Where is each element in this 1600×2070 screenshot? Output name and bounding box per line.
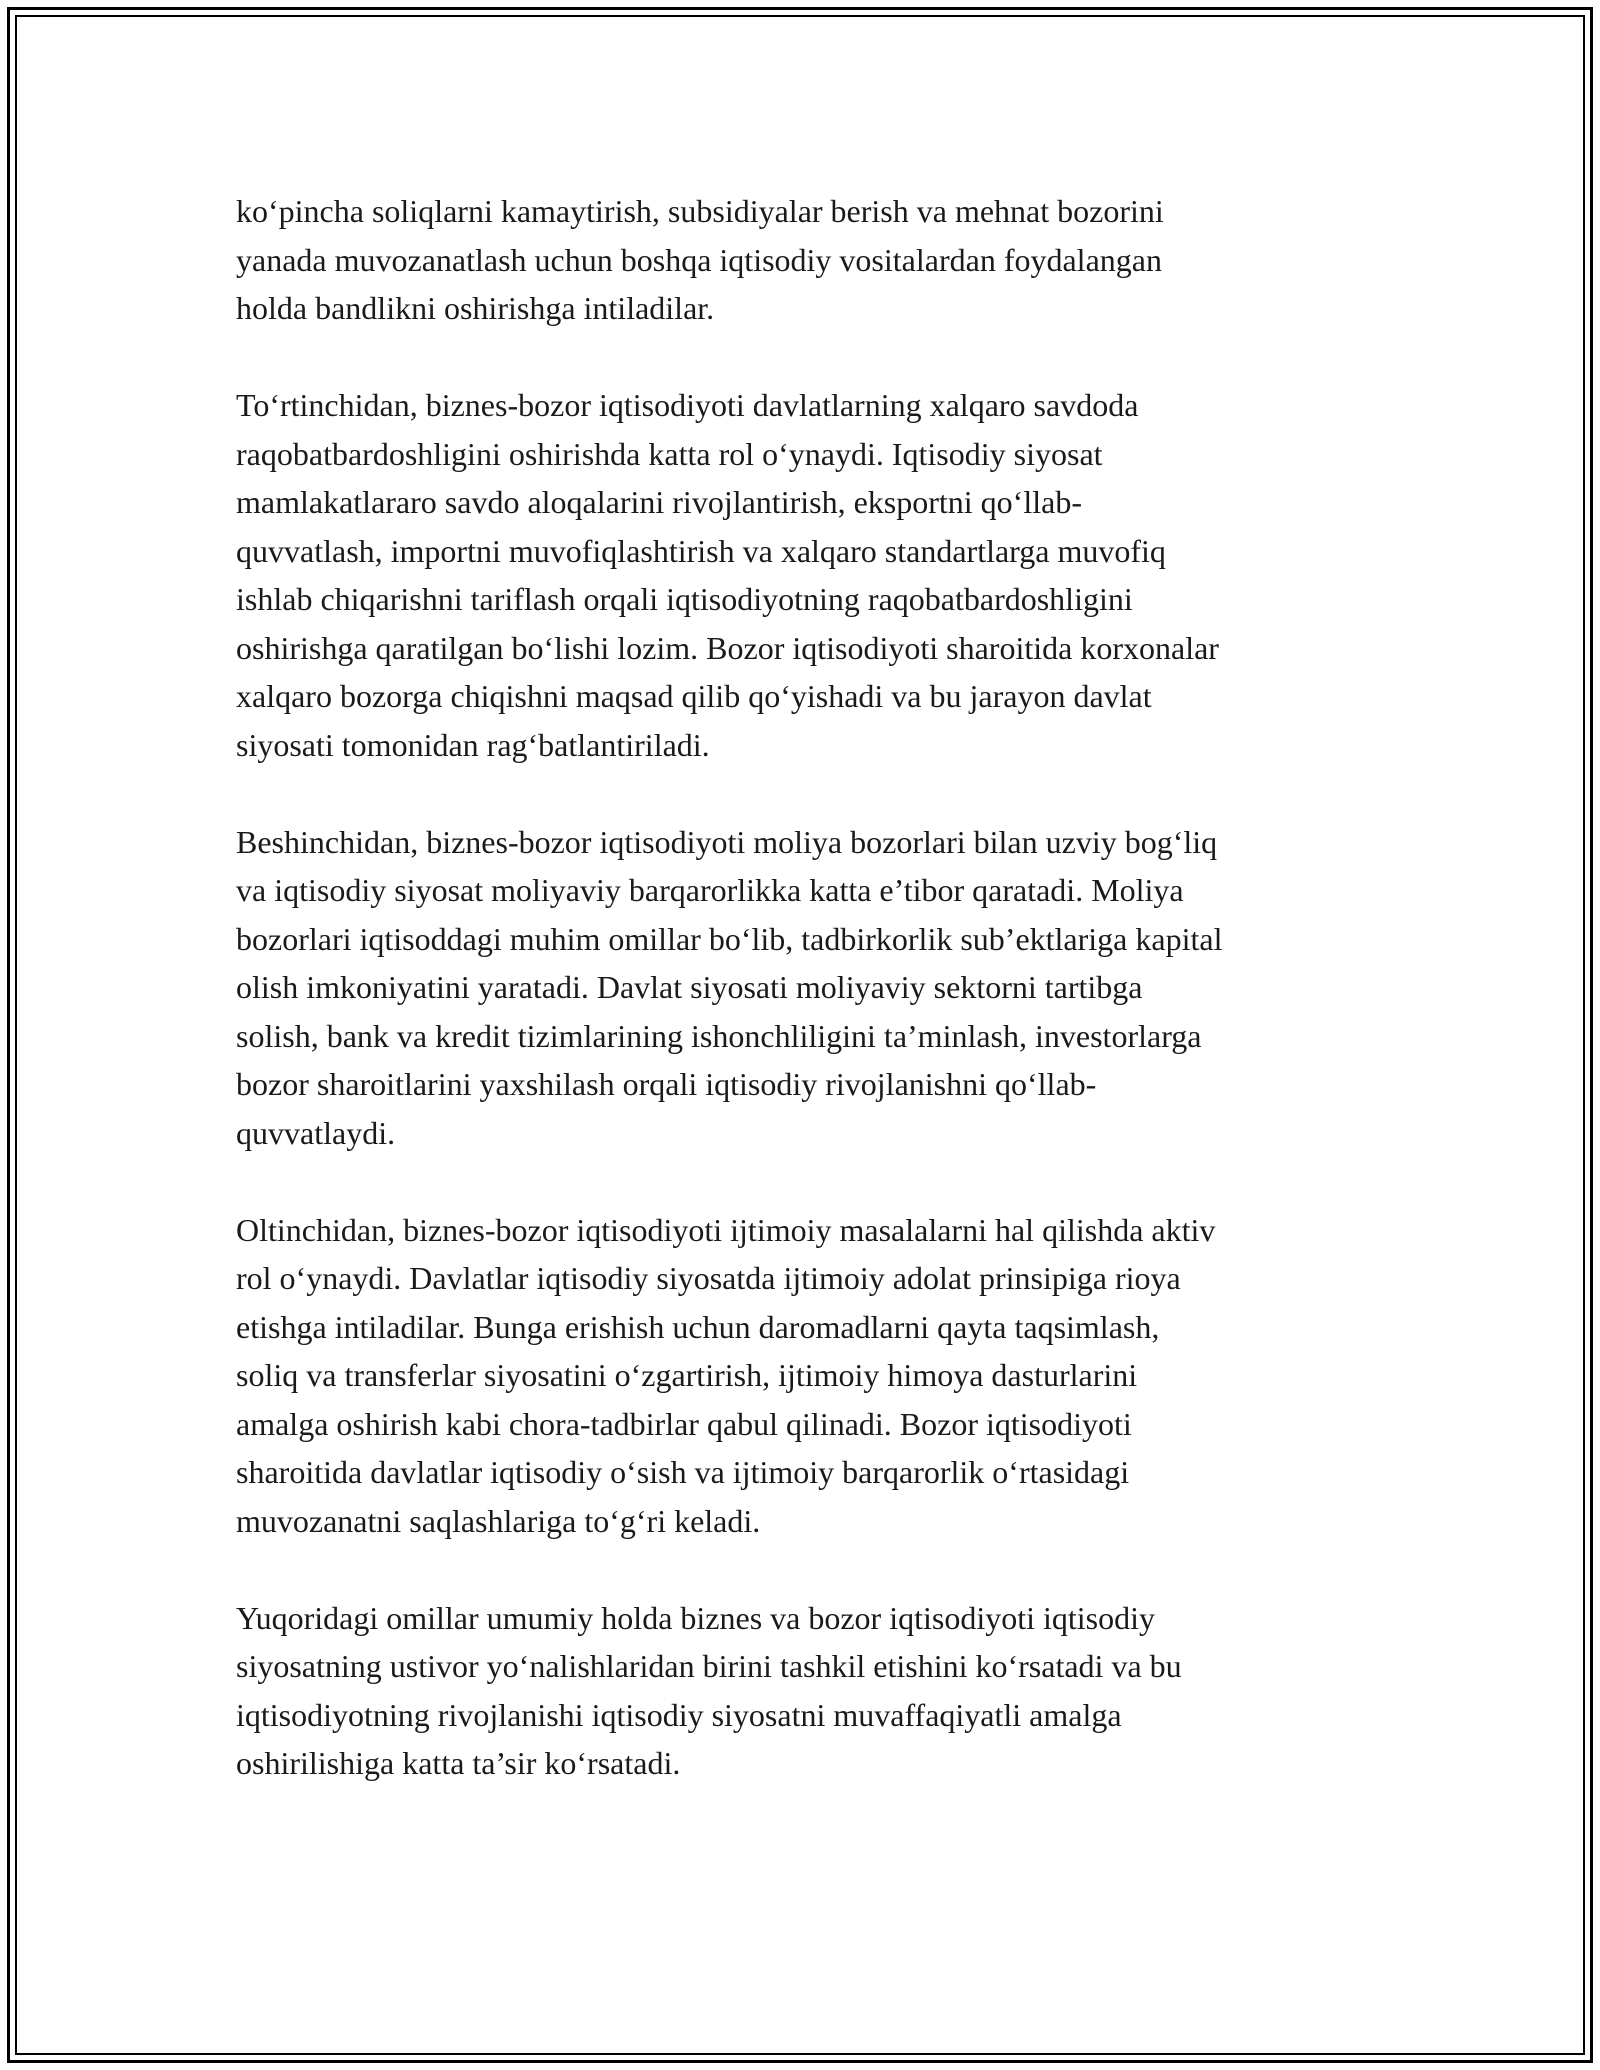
document-body — [236, 187, 1376, 1836]
paragraph-4 — [236, 1206, 1376, 1546]
paragraph-2 — [236, 381, 1376, 769]
text-line: muvozanatni saqlashlariga to‘g‘ri keladi. — [236, 1502, 761, 1539]
text-line: etishga intiladilar. Bunga erishish uchun daromadlarni qayta taqsimlash, — [236, 1308, 1160, 1345]
text-line: va iqtisodiy siyosat moliyaviy barqarorlikka katta e’tibor qaratadi. Moliya — [236, 872, 1184, 908]
text-line: ko‘pincha soliqlarni kamaytirish, subsidiyalar berish va mehnat bozorini — [236, 193, 1164, 229]
text-line: oshirilishiga katta ta’sir ko‘rsatadi. — [236, 1745, 681, 1781]
text-line: Beshinchidan, biznes-bozor iqtisodiyoti moliya bozorlari bilan uzviy bog‘liq — [236, 823, 1218, 860]
text-line: quvvatlaydi. — [236, 1114, 396, 1151]
paragraph-5 — [236, 1594, 1376, 1788]
text-line: holda bandlikni oshirishga intiladilar. — [236, 290, 715, 326]
text-line: siyosatning ustivor yo‘nalishlaridan birini tashkil etishini ko‘rsatadi va bu — [236, 1648, 1182, 1684]
text-line: rol o‘ynaydi. Davlatlar iqtisodiy siyosatda ijtimoiy adolat prinsipiga rioya — [236, 1260, 1181, 1296]
text-line: Oltinchidan, biznes-bozor iqtisodiyoti ijtimoiy masalalarni hal qilishda aktiv — [236, 1211, 1216, 1248]
text-line: amalga oshirish kabi chora-tadbirlar qabul qilinadi. Bozor iqtisodiyoti — [236, 1405, 1132, 1442]
text-line: bozor sharoitlarini yaxshilash orqali iqtisodiy rivojlanishni qo‘llab- — [236, 1066, 1097, 1102]
paragraph-3 — [236, 818, 1376, 1158]
text-line: soliq va transferlar siyosatini o‘zgartirish, ijtimoiy himoya dasturlarini — [236, 1357, 1138, 1393]
text-line: ishlab chiqarishni tariflash orqali iqtisodiyotning raqobatbardoshligini — [236, 581, 1133, 617]
text-line: bozorlari iqtisoddagi muhim omillar bo‘lib, tadbirkorlik sub’ektlariga kapital — [236, 920, 1223, 957]
text-line: solish, bank va kredit tizimlarining ishonchliligini ta’minlash, investorlarga — [236, 1017, 1202, 1054]
text-line: siyosati tomonidan rag‘batlantiriladi. — [236, 726, 710, 763]
text-line: olish imkoniyatini yaratadi. Davlat siyosati moliyaviy sektorni tartibga — [236, 969, 1143, 1005]
text-line: To‘rtinchidan, biznes-bozor iqtisodiyoti davlatlarning xalqaro savdoda — [236, 387, 1139, 423]
text-line: mamlakatlararo savdo aloqalarini rivojlantirish, eksportni qo‘llab- — [236, 484, 1082, 520]
text-line: oshirishga qaratilgan bo‘lishi lozim. Bozor iqtisodiyoti sharoitida korxonalar — [236, 629, 1219, 666]
text-line: Yuqoridagi omillar umumiy holda biznes va bozor iqtisodiyoti iqtisodiy — [236, 1599, 1156, 1636]
text-line: yanada muvozanatlash uchun boshqa iqtisodiy vositalardan foydalangan — [236, 241, 1162, 278]
text-line: xalqaro bozorga chiqishni maqsad qilib qo‘yishadi va bu jarayon davlat — [236, 678, 1152, 714]
text-line: quvvatlash, importni muvofiqlashtirish va xalqaro standartlarga muvofiq — [236, 532, 1166, 569]
text-line: sharoitida davlatlar iqtisodiy o‘sish va ijtimoiy barqarorlik o‘rtasidagi — [236, 1454, 1130, 1490]
text-line: raqobatbardoshligini oshirishda katta rol o‘ynaydi. Iqtisodiy siyosat — [236, 435, 1103, 472]
text-line: iqtisodiyotning rivojlanishi iqtisodiy siyosatni muvaffaqiyatli amalga — [236, 1696, 1122, 1733]
paragraph-1 — [236, 187, 1376, 333]
